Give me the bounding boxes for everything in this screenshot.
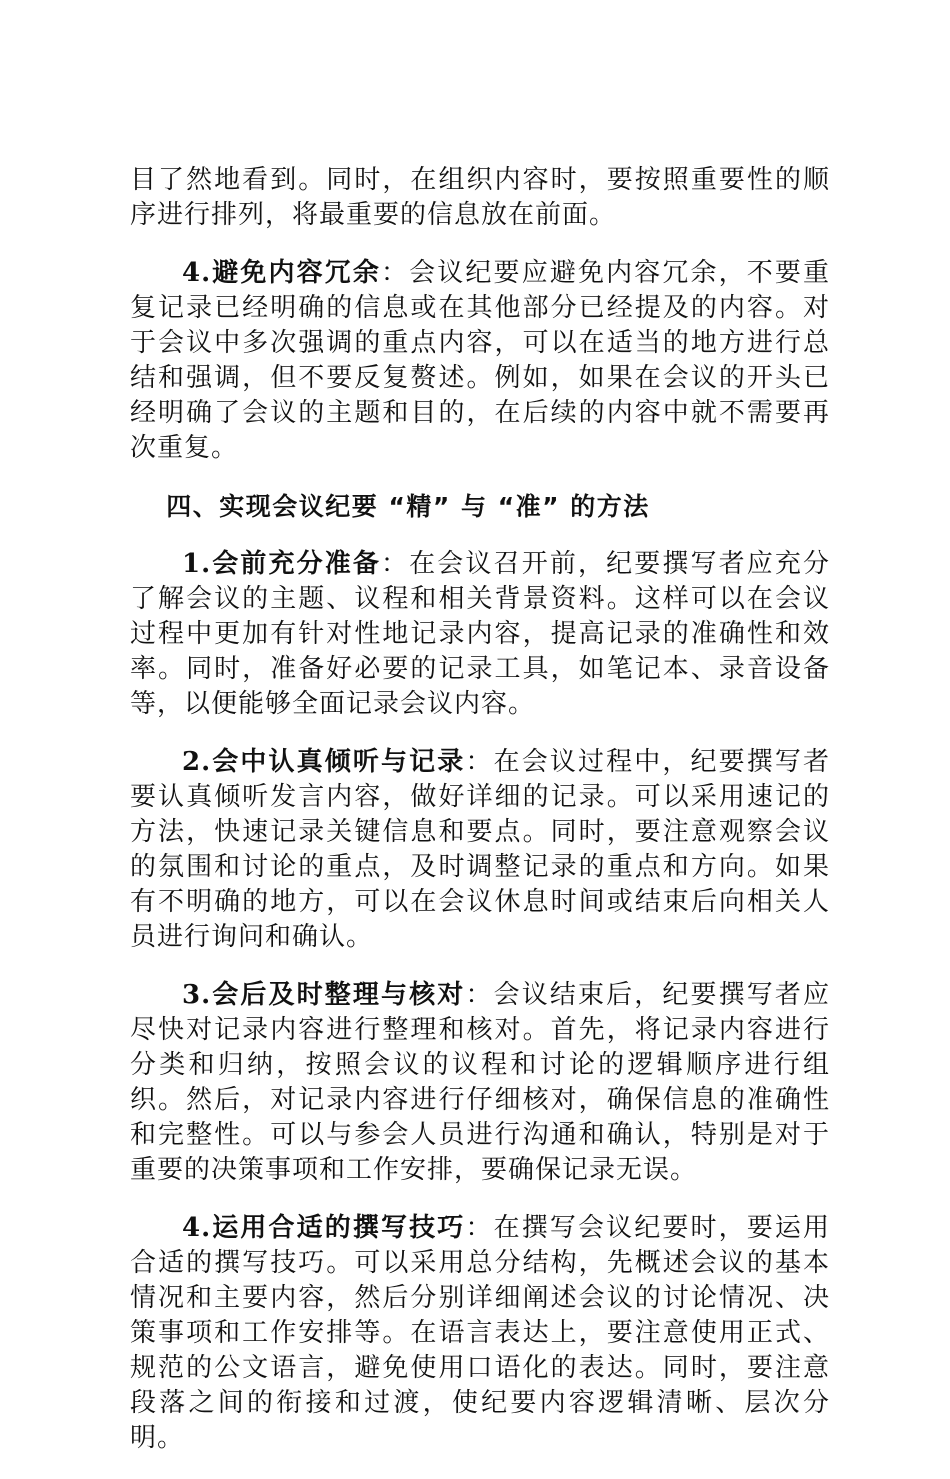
paragraph-lead: 4.运用合适的撰写技巧 bbox=[182, 1213, 466, 1243]
paragraph-text: ：在会议召开前，纪要撰写者应充分了解会议的主题、议程和相关背景资料。这样可以在会议过程中更加有针对性地记录内容，提高记录的准确性和效率。同时，准备好必要的记录工具，如笔记本、录音设备等，以便能够全面记录会议内容。 bbox=[130, 549, 830, 719]
paragraph-avoid-redundancy bbox=[130, 256, 830, 466]
paragraph-item-4 bbox=[130, 1211, 830, 1456]
paragraph-item-1 bbox=[130, 547, 830, 722]
paragraph-lead: 3.会后及时整理与核对 bbox=[182, 980, 466, 1010]
paragraph-lead: 1.会前充分准备 bbox=[182, 549, 382, 579]
paragraph-text: ：在会议过程中，纪要撰写者要认真倾听发言内容，做好详细的记录。可以采用速记的方法，快速记录关键信息和要点。同时，要注意观察会议的氛围和讨论的重点，及时调整记录的重点和方向。如果有不明确的地方，可以在会议休息时间或结束后向相关人员进行询问和确认。 bbox=[130, 747, 830, 952]
paragraph-lead: 4.避免内容冗余 bbox=[182, 258, 382, 288]
paragraph-item-3 bbox=[130, 978, 830, 1188]
continuation-text: 目了然地看到。同时，在组织内容时，要按照重要性的顺序进行排列，将最重要的信息放在前面。 bbox=[130, 165, 830, 230]
document-body bbox=[130, 163, 830, 1479]
section-heading: 四、实现会议纪要 “精” 与 “准” 的方法 bbox=[166, 492, 650, 521]
paragraph-lead: 2.会中认真倾听与记录 bbox=[182, 747, 466, 777]
continuation-paragraph bbox=[130, 163, 830, 233]
paragraph-text: ：会议结束后，纪要撰写者应尽快对记录内容进行整理和核对。首先，将记录内容进行分类和归纳，按照会议的议程和讨论的逻辑顺序进行组织。然后，对记录内容进行仔细核对，确保信息的准确性和完整性。可以与参会人员进行沟通和确认，特别是对于重要的决策事项和工作安排，要确保记录无误。 bbox=[130, 980, 830, 1185]
paragraph-item-2 bbox=[130, 745, 830, 955]
paragraph-text: ：会议纪要应避免内容冗余，不要重复记录已经明确的信息或在其他部分已经提及的内容。对于会议中多次强调的重点内容，可以在适当的地方进行总结和强调，但不要反复赘述。例如，如果在会议的开头已经明确了会议的主题和目的，在后续的内容中就不需要再次重复。 bbox=[130, 258, 830, 463]
paragraph-text: ：在撰写会议纪要时，要运用合适的撰写技巧。可以采用总分结构，先概述会议的基本情况和主要内容，然后分别详细阐述会议的讨论情况、决策事项和工作安排等。在语言表达上，要注意使用正式、规范的公文语言，避免使用口语化的表达。同时，要注意段落之间的衔接和过渡，使纪要内容逻辑清晰、层次分明。 bbox=[130, 1213, 830, 1453]
